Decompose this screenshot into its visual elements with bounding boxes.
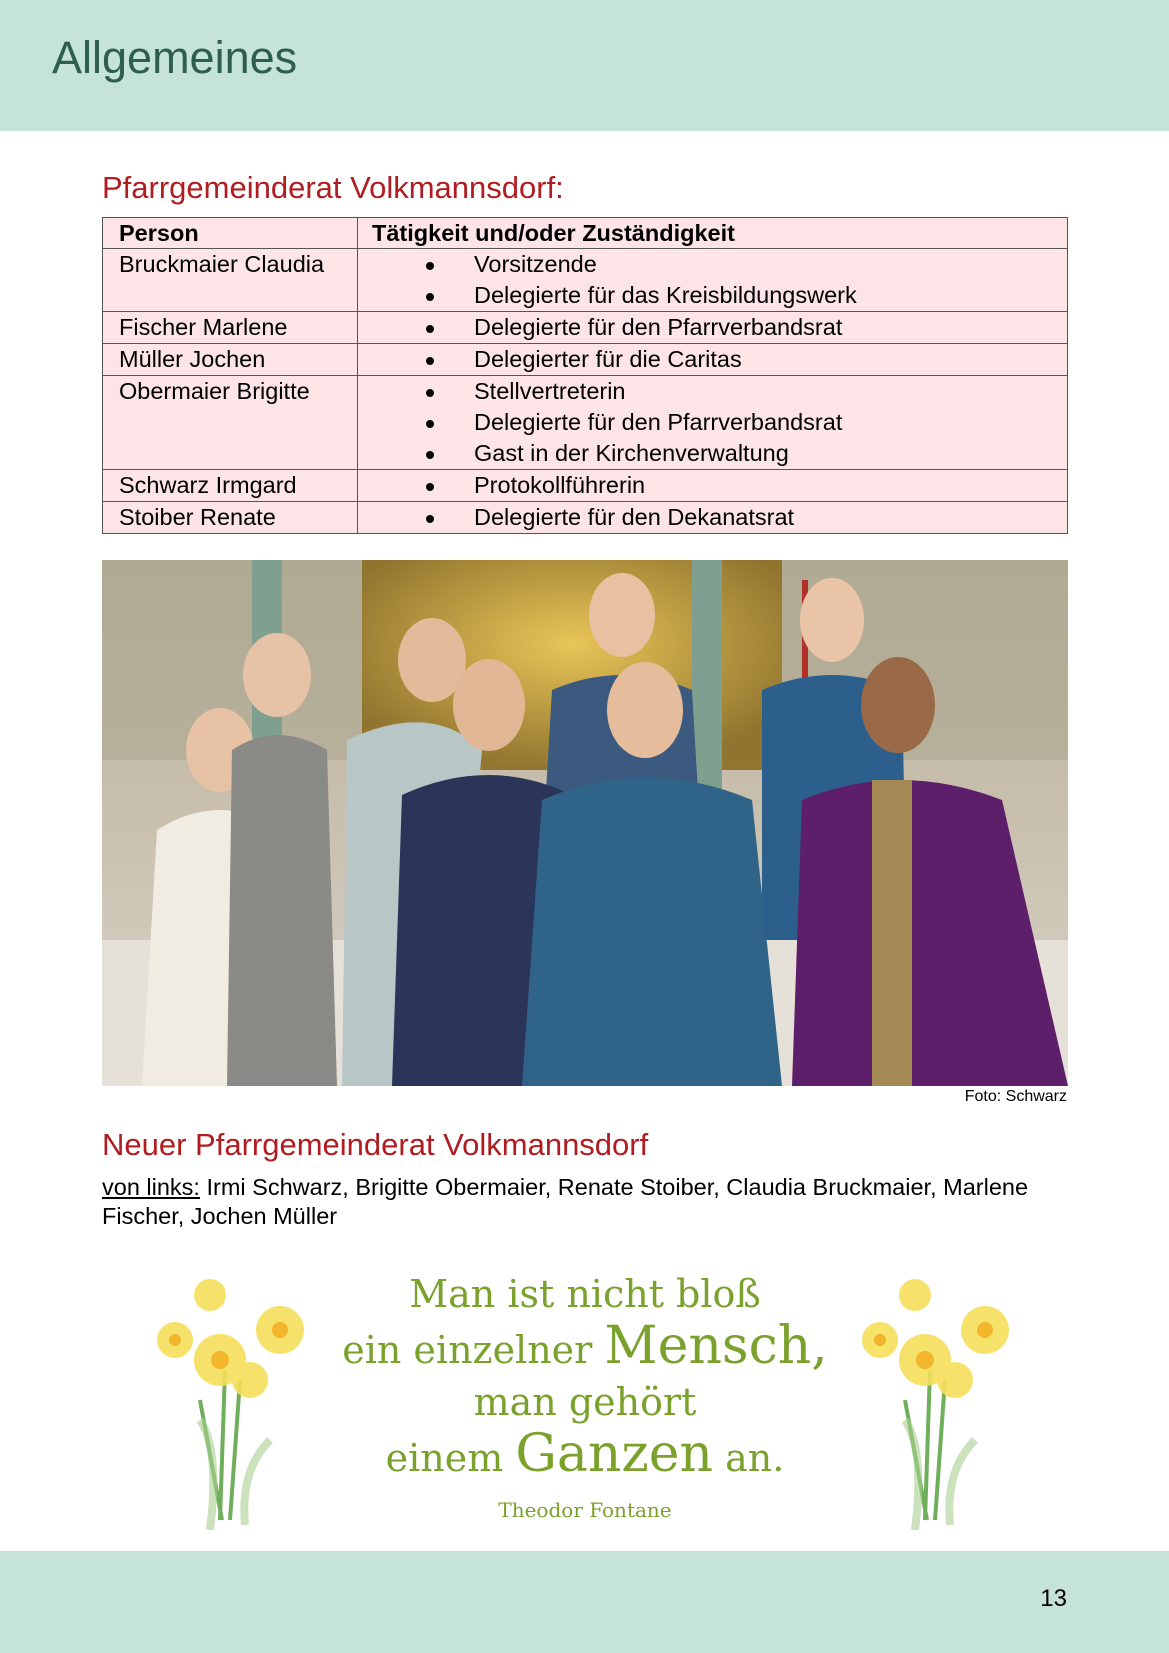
- bullet-icon: [426, 420, 434, 428]
- bullet-icon: [426, 515, 434, 523]
- quote-text: ein einzelner: [342, 1328, 605, 1372]
- tasks-cell: [358, 376, 1068, 470]
- photo-heading: Neuer Pfarrgemeinderat Volkmannsdorf: [102, 1127, 649, 1162]
- person-cell: Schwarz Irmgard: [103, 470, 358, 502]
- bullet-icon: [426, 293, 434, 301]
- bullet-icon: [426, 389, 434, 397]
- daffodil-right-icon: [835, 1270, 1035, 1530]
- table-row: [103, 502, 1068, 534]
- bullet-icon: [426, 483, 434, 491]
- task-text: Vorsitzende: [474, 251, 597, 277]
- quote-emphasis: Mensch,: [604, 1316, 828, 1376]
- person-cell: Bruckmaier Claudia: [103, 249, 358, 312]
- column-header-tasks: Tätigkeit und/oder Zuständigkeit: [358, 218, 1068, 249]
- task-item: [358, 280, 1067, 311]
- person-cell: Fischer Marlene: [103, 312, 358, 344]
- council-table: [102, 217, 1068, 534]
- quote-block: [330, 1268, 840, 1522]
- person-cell: Obermaier Brigitte: [103, 376, 358, 470]
- quote-line: [330, 1316, 840, 1376]
- bullet-icon: [426, 325, 434, 333]
- person-cell: Müller Jochen: [103, 344, 358, 376]
- caption-names: Irmi Schwarz, Brigitte Obermaier, Renate Stoiber, Claudia Bruckmaier, Marlene Fischer, Jochen Müller: [102, 1174, 1029, 1229]
- quote-line: man gehört: [473, 1380, 697, 1424]
- task-text: Delegierte für den Dekanatsrat: [474, 504, 795, 530]
- page-header-band: [0, 0, 1169, 131]
- tasks-cell: [358, 502, 1068, 534]
- task-text: Delegierter für die Caritas: [474, 346, 742, 372]
- task-item: [358, 438, 1067, 469]
- daffodil-left-icon: [130, 1270, 330, 1530]
- table-header-row: [103, 218, 1068, 249]
- quote-text: einem: [385, 1436, 516, 1480]
- tasks-cell: [358, 249, 1068, 312]
- tasks-cell: [358, 312, 1068, 344]
- tasks-cell: [358, 344, 1068, 376]
- bullet-icon: [426, 262, 434, 270]
- column-header-person: Person: [103, 218, 358, 249]
- table-row: [103, 249, 1068, 312]
- photo-caption: [102, 1173, 1068, 1231]
- bullet-icon: [426, 451, 434, 459]
- task-item: [358, 376, 1067, 407]
- page-section-title: Allgemeines: [52, 32, 298, 83]
- page-footer-band: [0, 1551, 1169, 1653]
- bullet-icon: [426, 357, 434, 365]
- table-row: [103, 344, 1068, 376]
- quote-emphasis: Ganzen: [515, 1424, 714, 1484]
- table-row: [103, 470, 1068, 502]
- task-item: [358, 502, 1067, 533]
- task-item: [358, 470, 1067, 501]
- quote-text: an.: [713, 1436, 785, 1480]
- task-text: Delegierte für den Pfarrverbandsrat: [474, 314, 843, 340]
- person-cell: Stoiber Renate: [103, 502, 358, 534]
- quote-author: Theodor Fontane: [498, 1498, 672, 1522]
- quote-line: Man ist nicht bloß: [409, 1272, 761, 1316]
- task-item: [358, 407, 1067, 438]
- tasks-cell: [358, 470, 1068, 502]
- task-text: Delegierte für den Pfarrverbandsrat: [474, 409, 843, 435]
- table-row: [103, 312, 1068, 344]
- task-item: [358, 344, 1067, 375]
- table-row: [103, 376, 1068, 470]
- quote-line: [330, 1424, 840, 1484]
- photo-credit: Foto: Schwarz: [964, 1088, 1067, 1105]
- task-text: Gast in der Kirchenverwaltung: [474, 440, 789, 466]
- task-text: Stellvertreterin: [474, 378, 626, 404]
- council-heading: Pfarrgemeinderat Volkmannsdorf:: [102, 170, 564, 205]
- task-text: Delegierte für das Kreisbildungswerk: [474, 282, 857, 308]
- task-item: [358, 249, 1067, 280]
- page-number: 13: [1040, 1585, 1067, 1612]
- task-item: [358, 312, 1067, 343]
- task-text: Protokollführerin: [474, 472, 646, 498]
- group-photo: [102, 560, 1068, 1086]
- caption-prefix: von links:: [102, 1174, 200, 1200]
